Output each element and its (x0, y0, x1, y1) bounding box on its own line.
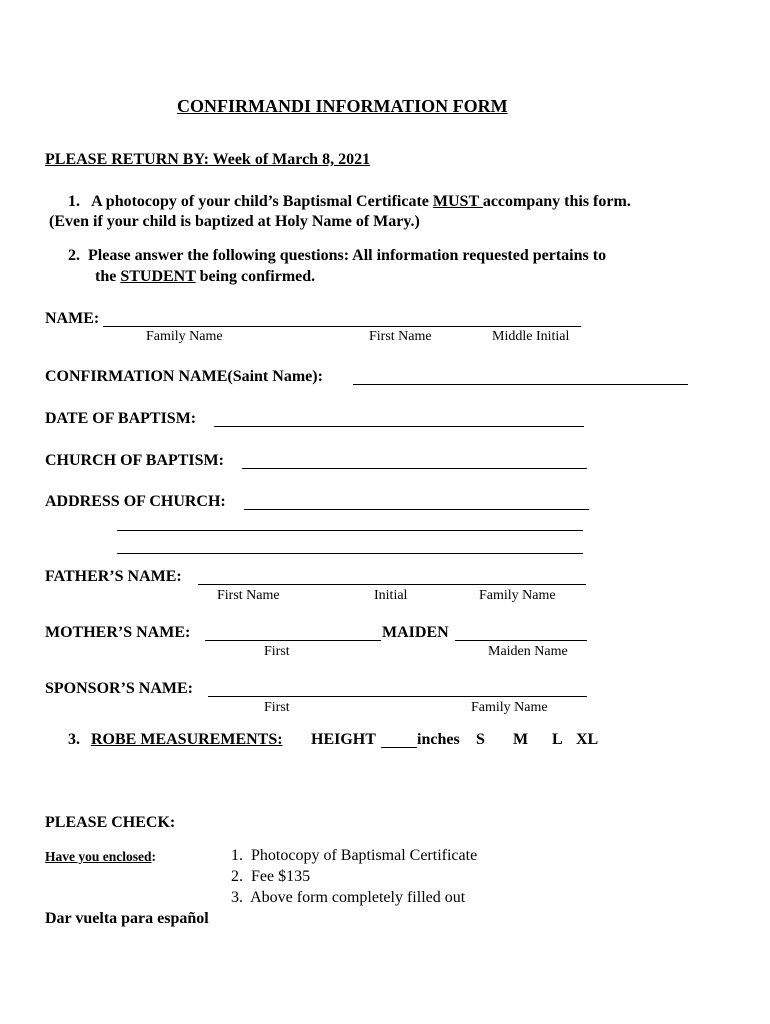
name-caption-family: Family Name (146, 329, 223, 344)
robe-number: 3. (68, 731, 80, 748)
please-check-heading: PLEASE CHECK: (45, 814, 176, 831)
checklist-item (231, 847, 477, 865)
confirmation-name-input-line[interactable] (353, 384, 688, 385)
robe-height-label: HEIGHT (311, 731, 376, 748)
robe-height-input-line[interactable] (381, 747, 417, 748)
address-input-line-2[interactable] (117, 530, 583, 531)
address-input-line-1[interactable] (244, 509, 589, 510)
instruction-2-number: 2. (68, 247, 80, 264)
checklist-item (231, 868, 310, 886)
mothers-caption-maiden: Maiden Name (488, 644, 568, 659)
instruction-1-text: A photocopy of your child’s Baptismal Certificate (91, 193, 433, 210)
robe-size-s[interactable]: S (476, 731, 485, 748)
sponsors-name-input-line[interactable] (208, 696, 587, 697)
name-caption-first: First Name (369, 329, 432, 344)
instruction-1 (68, 193, 631, 211)
fathers-name-input-line[interactable] (198, 584, 586, 585)
robe-size-m[interactable]: M (513, 731, 529, 748)
address-input-line-3[interactable] (117, 553, 583, 554)
fathers-name-label: FATHER’S NAME: (45, 568, 182, 585)
checklist-item-text: Above form completely filled out (250, 889, 466, 906)
have-you-enclosed-colon: : (151, 849, 156, 864)
checklist-item-text: Photocopy of Baptismal Certificate (251, 847, 478, 864)
robe-measurements-label: ROBE MEASUREMENTS: (91, 731, 283, 748)
robe-size-xl[interactable]: XL (576, 731, 599, 748)
church-of-baptism-label: CHURCH OF BAPTISM: (45, 452, 224, 469)
instruction-1-emphasis: MUST (432, 193, 483, 210)
mothers-name-label: MOTHER’S NAME: (45, 624, 191, 641)
instruction-1-number: 1. (68, 193, 80, 210)
mothers-maiden-input-line[interactable] (455, 640, 587, 641)
instruction-1-note: (Even if your child is baptized at Holy Name of Mary.) (49, 213, 420, 230)
confirmation-name-label: CONFIRMATION NAME(Saint Name): (45, 368, 323, 385)
have-you-enclosed-label (45, 849, 156, 865)
date-of-baptism-input-line[interactable] (214, 426, 584, 427)
church-of-baptism-input-line[interactable] (242, 468, 587, 469)
instruction-2-text: Please answer the following questions: All information requested pertains to (88, 247, 607, 264)
checklist-item-number: 3. (231, 889, 243, 906)
name-label: NAME: (45, 310, 100, 327)
name-caption-middle: Middle Initial (492, 329, 570, 344)
mothers-first-input-line[interactable] (205, 640, 381, 641)
checklist-item-number: 2. (231, 868, 243, 885)
return-by-notice: PLEASE RETURN BY: Week of March 8, 2021 (45, 151, 371, 168)
have-you-enclosed-text: Have you enclosed (45, 849, 152, 864)
instruction-2-emphasis: STUDENT (120, 268, 196, 285)
instruction-2 (68, 247, 606, 265)
sponsors-name-label: SPONSOR’S NAME: (45, 680, 194, 697)
name-input-line[interactable] (103, 326, 581, 327)
page-title: CONFIRMANDI INFORMATION FORM (177, 96, 508, 116)
fathers-caption-first: First Name (217, 588, 280, 603)
instruction-2-line2-end: being confirmed. (195, 268, 316, 285)
instruction-2-line2 (95, 268, 315, 286)
date-of-baptism-label: DATE OF BAPTISM: (45, 410, 197, 427)
checklist-item (231, 889, 465, 907)
robe-inches-label: inches (417, 731, 460, 748)
address-of-church-label: ADDRESS OF CHURCH: (45, 493, 226, 510)
instruction-1-text-end: accompany this form. (482, 193, 631, 210)
mothers-caption-first: First (264, 644, 290, 659)
checklist-item-text: Fee $135 (251, 868, 311, 885)
mothers-maiden-label: MAIDEN (382, 624, 449, 641)
fathers-caption-family: Family Name (479, 588, 556, 603)
instruction-2-line2-start: the (95, 268, 121, 285)
checklist-item-number: 1. (231, 847, 243, 864)
spanish-note: Dar vuelta para español (45, 910, 209, 927)
fathers-caption-initial: Initial (374, 588, 408, 603)
robe-size-l[interactable]: L (552, 731, 563, 748)
sponsors-caption-family: Family Name (471, 700, 548, 715)
sponsors-caption-first: First (264, 700, 290, 715)
